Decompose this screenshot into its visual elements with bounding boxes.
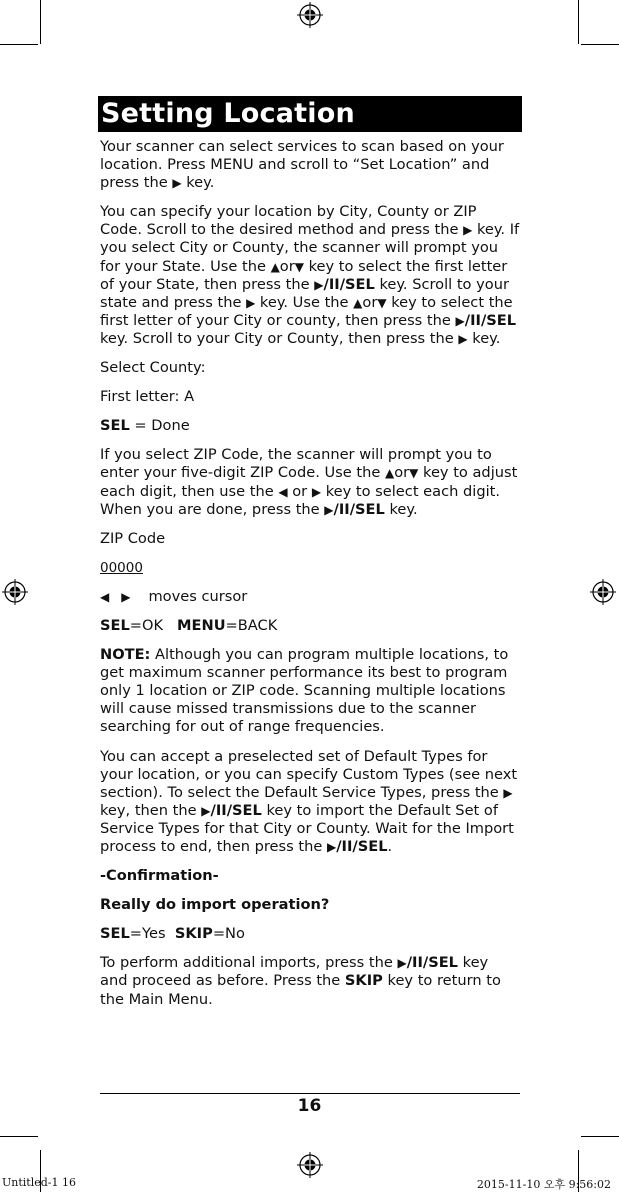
play-sel-key: /II/SEL bbox=[406, 954, 458, 972]
screen-text: Select County: bbox=[100, 359, 206, 377]
registration-mark-icon bbox=[295, 0, 325, 30]
down-arrow-icon: ▼ bbox=[294, 259, 304, 274]
right-arrow-icon: ▶ bbox=[463, 223, 473, 238]
play-sel-key: /II/SEL bbox=[464, 311, 517, 329]
paragraph: Your scanner can select services to scan based on your location. Press MENU and scroll to “Set Location” and press the ▶ key. bbox=[100, 138, 504, 192]
right-arrow-icon: ▶ bbox=[314, 277, 324, 292]
registration-mark-icon bbox=[295, 1150, 325, 1180]
play-sel-key: /II/SEL bbox=[333, 500, 385, 518]
crop-mark bbox=[581, 1136, 619, 1137]
page-number: 16 bbox=[297, 1096, 322, 1116]
play-sel-key: /II/SEL bbox=[323, 275, 375, 293]
right-arrow-icon: ▶ bbox=[458, 331, 468, 346]
right-arrow-icon: ▶ bbox=[326, 840, 337, 854]
paragraph: You can accept a preselected set of Default Types for your location, or you can specify Custom Types (see next section). To select the Default Service Types, press the ▶ key, then the ▶/II/SEL key to import the Default Set of Service Types for that City or County. Wait for the Import process to end, then press the ▶/II/SEL. bbox=[100, 747, 518, 855]
right-arrow-icon: ▶ bbox=[455, 313, 465, 328]
print-timestamp: 2015-11-10 오후 9:56:02 bbox=[476, 1178, 611, 1191]
screen-text: First letter: A bbox=[100, 388, 195, 406]
crop-mark bbox=[40, 0, 41, 44]
registration-mark-icon bbox=[588, 577, 618, 607]
right-arrow-icon: ▶ bbox=[311, 484, 322, 499]
registration-mark-icon bbox=[0, 577, 30, 607]
screen-text: SEL=OK MENU=BACK bbox=[100, 616, 278, 634]
play-sel-key: /II/SEL bbox=[336, 838, 388, 855]
right-arrow-icon: ▶ bbox=[324, 502, 334, 517]
paragraph: To perform additional imports, press the ▶/II/SEL key and proceed as before. Press the SKIP key to return to the Main Menu. bbox=[100, 954, 501, 1008]
screen-text: SEL = Done bbox=[100, 417, 190, 435]
screen-text: -Confirmation- bbox=[100, 867, 219, 885]
print-slug: Untitled-1 16 bbox=[2, 1176, 76, 1189]
play-sel-key: /II/SEL bbox=[210, 801, 262, 819]
page-title: Setting Location bbox=[98, 96, 522, 132]
up-arrow-icon: ▲ bbox=[353, 295, 363, 310]
crop-mark bbox=[581, 44, 619, 45]
paragraph: You can specify your location by City, County or ZIP Code. Scroll to the desired method and press the ▶ key. If you select City or County, the scanner will prompt you for your State. Use the ▲or▼ key to select the first letter of your State, then press the ▶/II/SEL key. Scroll to your state and press the ▶ key. Use the ▲or▼ key to select the first letter of your City or county, then press the ▶/II/SEL key. Scroll to your City or County, then press the ▶ key. bbox=[100, 203, 520, 347]
left-arrow-icon: ◀ bbox=[278, 484, 288, 499]
screen-text: ZIP Code bbox=[100, 529, 166, 547]
paragraph: If you select ZIP Code, the scanner will prompt you to enter your five-digit ZIP Code. Use the ▲or▼ key to adjust each digit, then use the ◀ or ▶ key to select each digit. When you are done, press the ▶/II/SEL key. bbox=[100, 446, 518, 518]
right-arrow-icon: ▶ bbox=[201, 803, 211, 818]
screen-text: ◀ ▶ moves cursor bbox=[100, 587, 248, 605]
right-arrow-icon: ▶ bbox=[172, 176, 182, 191]
crop-mark bbox=[0, 1136, 38, 1137]
down-arrow-icon: ▼ bbox=[409, 466, 419, 481]
crop-mark bbox=[578, 0, 579, 44]
left-arrow-icon: ◀ bbox=[100, 589, 110, 604]
right-arrow-icon: ▶ bbox=[246, 295, 256, 310]
right-arrow-icon: ▶ bbox=[397, 956, 407, 971]
page-header bbox=[98, 96, 522, 132]
page-body bbox=[100, 138, 520, 1020]
up-arrow-icon: ▲ bbox=[384, 466, 395, 481]
screen-text: SEL=Yes SKIP=No bbox=[100, 925, 245, 943]
right-arrow-icon: ▶ bbox=[121, 589, 131, 604]
up-arrow-icon: ▲ bbox=[270, 259, 280, 274]
right-arrow-icon: ▶ bbox=[503, 785, 513, 800]
down-arrow-icon: ▼ bbox=[377, 295, 387, 310]
crop-mark bbox=[0, 44, 38, 45]
note-paragraph: NOTE: Although you can program multiple locations, to get maximum scanner performance its best to program only 1 location or ZIP code. Scanning multiple locations will cause missed transmissions due to the scanner searching for out of range frequencies. bbox=[100, 646, 509, 736]
footer-divider bbox=[100, 1093, 520, 1094]
zip-value: 00000 bbox=[100, 559, 143, 576]
screen-text: Really do import operation? bbox=[100, 896, 330, 914]
